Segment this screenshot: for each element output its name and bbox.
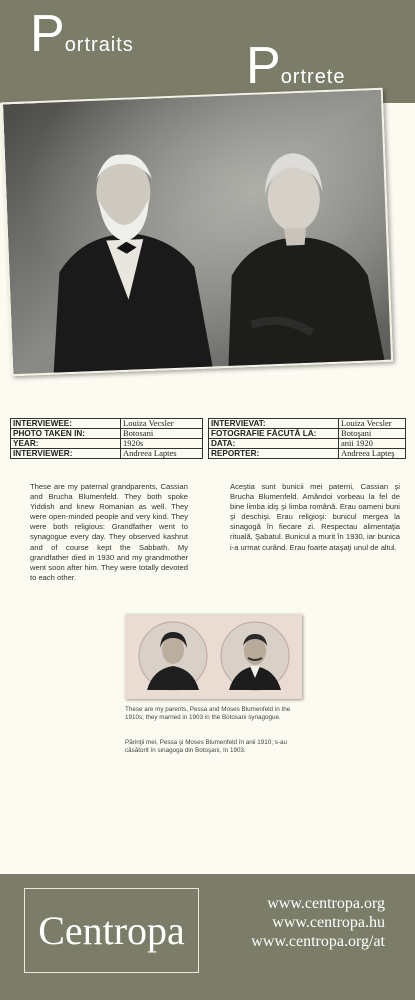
info-row bbox=[11, 419, 203, 429]
main-portrait-photo bbox=[1, 88, 393, 376]
info-value: Andreea Laptes bbox=[121, 449, 203, 459]
info-row bbox=[209, 429, 406, 439]
caption-romanian: Părinţii mei, Pessa şi Moses Blumenfeld în anii 1910; s-au căsătorit în sinagoga din Botoşani, în 1903. bbox=[125, 739, 288, 755]
info-key: DATA: bbox=[209, 439, 339, 449]
info-row bbox=[11, 439, 203, 449]
info-value: Louiza Vecsler bbox=[339, 419, 406, 429]
title-romanian-initial: P bbox=[246, 37, 281, 95]
info-key: INTERVIEWEE: bbox=[11, 419, 121, 429]
url-list bbox=[251, 894, 385, 951]
header-band bbox=[0, 0, 415, 103]
title-romanian bbox=[246, 37, 346, 95]
info-key: PHOTO TAKEN IN: bbox=[11, 429, 121, 439]
info-key: FOTOGRAFIE FĂCUTĂ LA: bbox=[209, 429, 339, 439]
info-value: Botosani bbox=[121, 429, 203, 439]
centropa-logo bbox=[24, 888, 199, 973]
info-table-english bbox=[10, 418, 203, 459]
parents-photo bbox=[125, 614, 302, 699]
info-value: Andreea Lapteş bbox=[339, 449, 406, 459]
url-link[interactable]: www.centropa.hu bbox=[272, 914, 385, 931]
info-value: anii 1920 bbox=[339, 439, 406, 449]
url-link[interactable]: www.centropa.org/at bbox=[251, 933, 385, 950]
caption-english: These are my parents, Pessa and Moses Blumenfeld in the 1910s; they married in 1903 in the Botosani synagogue. bbox=[125, 706, 291, 722]
parents-photo-image bbox=[125, 614, 302, 699]
info-key: INTERVIEWER: bbox=[11, 449, 121, 459]
footer-band bbox=[0, 874, 415, 1000]
info-value: 1920s bbox=[121, 439, 203, 449]
info-value: Louiza Vecsler bbox=[121, 419, 203, 429]
logo-text: Centropa bbox=[38, 908, 185, 953]
url-link[interactable]: www.centropa.org bbox=[267, 895, 385, 912]
info-value: Botoşani bbox=[339, 429, 406, 439]
info-table-romanian bbox=[208, 418, 406, 459]
info-row bbox=[209, 449, 406, 459]
info-row bbox=[209, 439, 406, 449]
story-text-romanian: Aceştia sunt bunicii mei paterni, Cassian şi Brucha Blumenfeld. Amândoi vorbeau la fel de bine limba idiş şi limba română. Erau oameni buni şi deschişi. Erau religioşi: bunicul mergea la sinagogă în fiecare zi. Respectau alimentaţia rituală, Şabatul. Bunicul a murit în 1930, iar bunica i-a urmat curând. Erau foarte ataşaţi unul de altul. bbox=[230, 482, 400, 552]
title-english-rest: ortraits bbox=[64, 34, 134, 56]
title-english-initial: P bbox=[30, 5, 65, 63]
title-english bbox=[30, 5, 134, 63]
info-row bbox=[11, 449, 203, 459]
portrait-photo-image bbox=[3, 90, 393, 377]
info-row bbox=[209, 419, 406, 429]
info-key: REPORTER: bbox=[209, 449, 339, 459]
info-row bbox=[11, 429, 203, 439]
story-text-english: These are my paternal grandparents, Cassian and Brucha Blumenfeld. They both spoke Yiddish and knew Romanian as well. They were open-minded people and very kind. They were both religious: Grandfather went to synagogue every day. They observed kashrut and of course kept the Sabbath. My grandfather died in 1930 and my grandmother went soon after him. They were totally devoted to each other. bbox=[30, 482, 188, 582]
title-romanian-rest: ortrete bbox=[280, 66, 346, 88]
info-key: INTERVIEVAT: bbox=[209, 419, 339, 429]
info-key: YEAR: bbox=[11, 439, 121, 449]
